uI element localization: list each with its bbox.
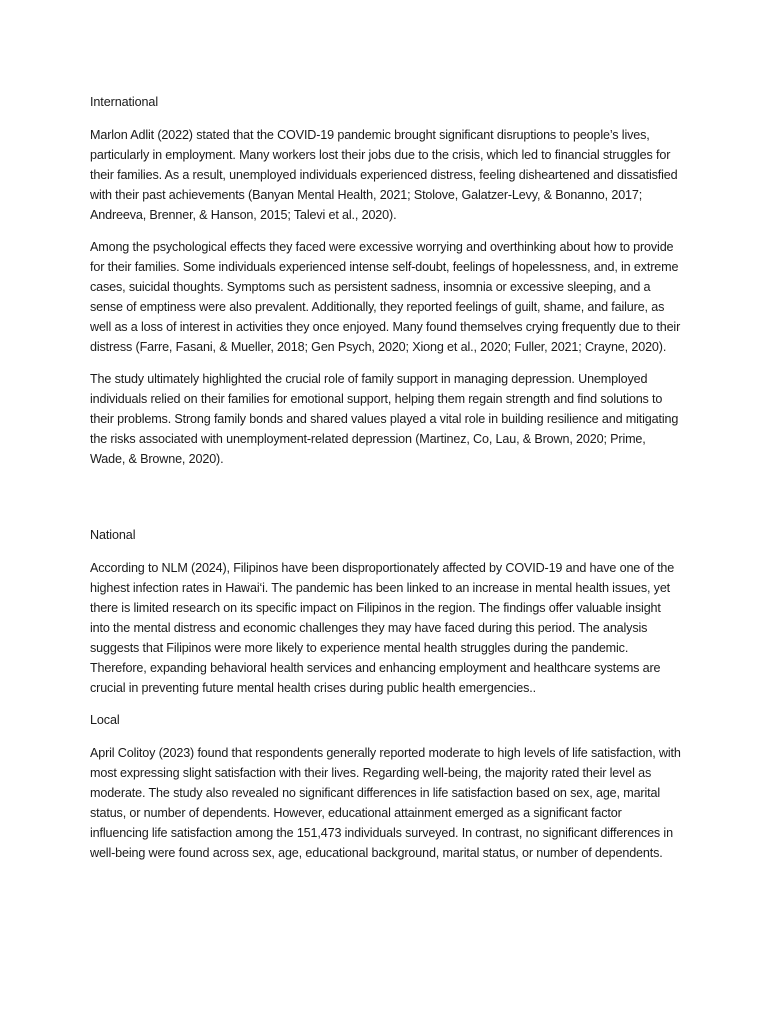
section-spacer <box>90 481 682 525</box>
section-heading-local: Local <box>90 713 120 727</box>
paragraph-international-3: The study ultimately highlighted the crucial role of family support in managing depression. Unemployed individuals relied on their families for emotional support, helping them regain strength and find solutions to their problems. Strong family bonds and shared values played a vital role in building resilience and mitigating the risks associated with unemployment-related depression (Martinez, Co, Lau, & Brown, 2020; Prime, Wade, & Browne, 2020). <box>90 372 679 466</box>
section-heading-national: National <box>90 528 136 542</box>
paragraph-international-2: Among the psychological effects they faced were excessive worrying and overthinking about how to provide for their families. Some individuals experienced intense self-doubt, feelings of hopelessness, and, in extreme cases, suicidal thoughts. Symptoms such as persistent sadness, insomnia or excessive sleeping, and a sense of emptiness were also prevalent. Additionally, they reported feelings of guilt, shame, and failure, as well as a loss of interest in activities they once enjoyed. Many found themselves crying frequently due to their distress (Farre, Fasani, & Mueller, 2018; Gen Psych, 2020; Xiong et al., 2020; Fuller, 2021; Crayne, 2020). <box>90 240 681 354</box>
paragraph-national-1: According to NLM (2024), Filipinos have been disproportionately affected by COVID-19 and have one of the highest infection rates in Hawai‘i. The pandemic has been linked to an increase in mental health issues, yet there is limited research on its specific impact on Filipinos in the region. The findings offer valuable insight into the mental distress and economic challenges they may have faced during this period. The analysis suggests that Filipinos were more likely to experience mental health struggles during the pandemic. Therefore, expanding behavioral health services and enhancing employment and healthcare systems are crucial in preventing future mental health crises during public health emergencies.. <box>90 561 675 695</box>
paragraph-international-1: Marlon Adlit (2022) stated that the COVID-19 pandemic brought significant disruptions to people’s lives, particularly in employment. Many workers lost their jobs due to the crisis, which led to financial struggles for their families. As a result, unemployed individuals experienced distress, feeling disheartened and dissatisfied with their past achievements (Banyan Mental Health, 2021; Stolove, Galatzer-Levy, & Bonanno, 2017; Andreeva, Brenner, & Hanson, 2015; Talevi et al., 2020). <box>90 128 678 222</box>
document-body <box>90 92 682 875</box>
section-heading-international: International <box>90 95 159 109</box>
paragraph-local-1: April Colitoy (2023) found that respondents generally reported moderate to high levels of life satisfaction, with most expressing slight satisfaction with their lives. Regarding well-being, the majority rated their level as moderate. The study also revealed no significant differences in life satisfaction based on sex, age, marital status, or number of dependents. However, educational attainment emerged as a significant factor influencing life satisfaction among the 151,473 individuals surveyed. In contrast, no significant differences in well-being were found across sex, age, educational background, marital status, or number of dependents. <box>90 746 681 860</box>
